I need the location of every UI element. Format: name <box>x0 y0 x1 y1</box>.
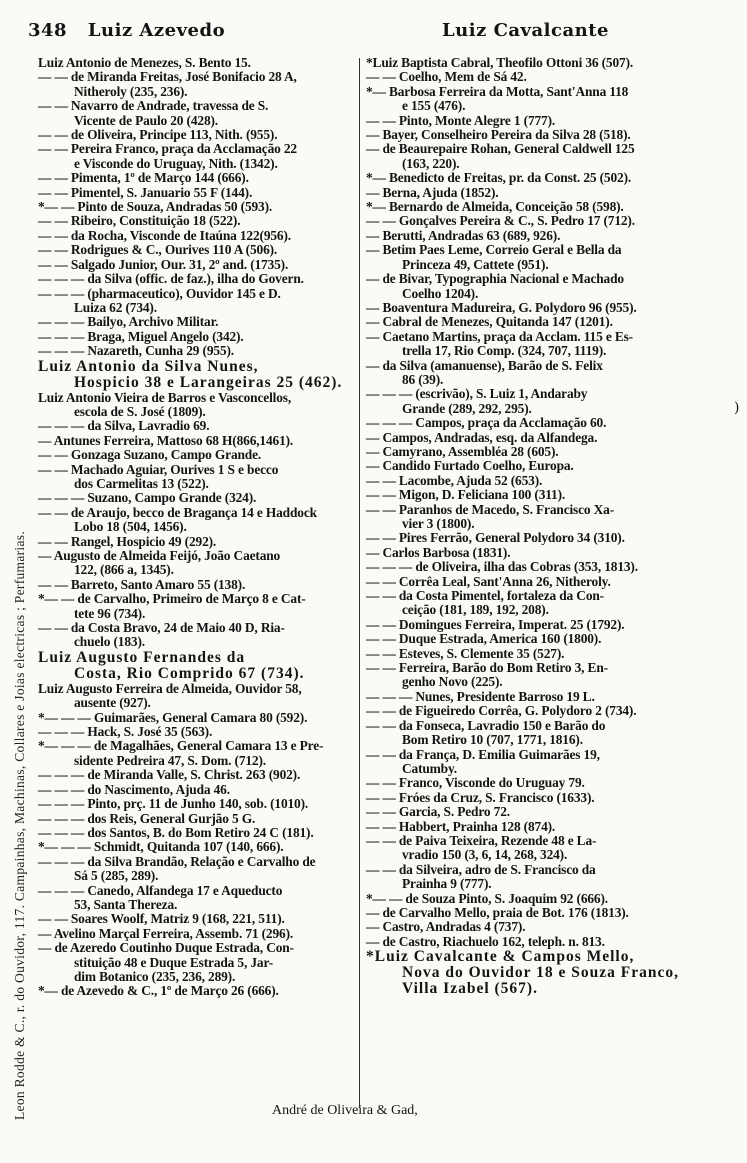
entry-line: — — Corrêa Leal, Sant'Anna 26, Nitheroly. <box>366 573 611 589</box>
directory-entry <box>366 546 728 560</box>
directory-entry <box>38 840 364 854</box>
entry-line: — Berna, Ajuda (1852). <box>366 184 499 200</box>
directory-entry <box>38 711 364 725</box>
entry-line: — — da França, D. Emilia Guimarães 19, <box>366 746 600 762</box>
entry-line: *— de Azevedo & C., 1º de Março 26 (666). <box>38 983 279 999</box>
entry-line: — — Gonçalves Pereira & C., S. Pedro 17 (712). <box>366 213 635 229</box>
directory-entry <box>38 549 364 578</box>
directory-entry <box>38 391 364 420</box>
directory-entry <box>38 142 364 171</box>
entry-continuation: escola de S. José (1809). <box>74 403 206 419</box>
entry-continuation: ceição (181, 189, 192, 208). <box>402 602 549 618</box>
directory-entry <box>38 927 364 941</box>
side-advertisement: Leon Rodde & C., r. do Ouvidor, 117. Campainhas, Machinas, Collares e Joias electricas ; Perfumarias. <box>12 530 27 1120</box>
directory-entry <box>366 791 728 805</box>
left-column <box>38 56 364 999</box>
entry-line: — — de Paiva Teixeira, Rezende 48 e La- <box>366 832 597 848</box>
entry-line: — Avelino Marçal Ferreira, Assemb. 71 (296). <box>38 925 294 941</box>
directory-entry <box>366 315 728 329</box>
entry-line: — — Barreto, Santo Amaro 55 (138). <box>38 576 246 592</box>
directory-entry <box>38 592 364 621</box>
entry-line: *— — — de Magalhães, General Camara 13 e Pre- <box>38 738 324 754</box>
directory-entry <box>38 855 364 884</box>
entry-line: — — — Hack, S. José 35 (563). <box>38 724 213 740</box>
directory-entry <box>366 661 728 690</box>
entry-line: — Castro, Andradas 4 (737). <box>366 919 526 935</box>
entry-line: — de Bivar, Typographia Nacional e Machado <box>366 271 624 287</box>
entry-line: Luiz Augusto Fernandes da <box>38 648 246 666</box>
entry-continuation: 122, (866 a, 1345). <box>74 562 174 578</box>
directory-entry <box>366 387 728 416</box>
directory-entry <box>38 243 364 257</box>
entry-continuation: Luiza 62 (734). <box>74 299 157 315</box>
footer-imprint: André de Oliveira & Gad, <box>272 1103 418 1118</box>
directory-entry <box>38 941 364 984</box>
entry-continuation: stituição 48 e Duque Estrada 5, Jar- <box>74 954 274 970</box>
entry-continuation: vier 3 (1800). <box>402 516 475 531</box>
entry-line: — — Pinto, Monte Alegre 1 (777). <box>366 112 556 128</box>
directory-entry <box>366 632 728 646</box>
directory-entry <box>366 431 728 445</box>
directory-entry <box>38 315 364 329</box>
entry-line: — — Rangel, Hospicio 49 (292). <box>38 533 217 549</box>
entry-continuation: Sá 5 (285, 289). <box>74 868 159 884</box>
entry-line: — — Ferreira, Barão do Bom Retiro 3, En- <box>366 660 608 676</box>
entry-continuation: Lobo 18 (504, 1456). <box>74 519 187 535</box>
entry-line: — — Fróes da Cruz, S. Francisco (1633). <box>366 789 595 805</box>
entry-line: — — Habbert, Prainha 128 (874). <box>366 818 556 834</box>
entry-line: — — Ribeiro, Constituição 18 (522). <box>38 213 241 229</box>
directory-entry <box>366 503 728 532</box>
directory-entry <box>38 287 364 316</box>
entry-line: — — — (pharmaceutico), Ouvidor 145 e D. <box>38 285 281 301</box>
directory-entry <box>366 906 728 920</box>
entry-line: *— — de Souza Pinto, S. Joaquim 92 (666). <box>366 890 608 906</box>
directory-entry <box>366 805 728 819</box>
directory-entry <box>366 575 728 589</box>
entry-line: Luiz Antonio de Menezes, S. Bento 15. <box>38 55 251 70</box>
entry-line: — — Salgado Junior, Our. 31, 2º and. (1735). <box>38 256 289 272</box>
entry-line: — — Migon, D. Feliciana 100 (311). <box>366 487 566 503</box>
directory-entry <box>366 949 728 997</box>
directory-entry <box>38 984 364 998</box>
directory-entry <box>38 434 364 448</box>
entry-line: — Camyrano, Assembléa 28 (605). <box>366 443 559 459</box>
directory-entry <box>366 776 728 790</box>
running-head-right: Luiz Cavalcante <box>442 20 609 41</box>
entry-continuation: vradio 150 (3, 6, 14, 268, 324). <box>402 847 568 863</box>
entry-line: — — Soares Woolf, Matriz 9 (168, 221, 511). <box>38 911 285 927</box>
directory-entry <box>366 719 728 748</box>
entry-continuation: dos Carmelitas 13 (522). <box>74 475 209 491</box>
directory-entry <box>366 128 728 142</box>
entry-continuation: Princeza 49, Cattete (951). <box>402 256 549 272</box>
entry-continuation: dim Botanico (235, 236, 289). <box>74 968 236 984</box>
directory-entry <box>38 535 364 549</box>
entry-line: — — — de Miranda Valle, S. Christ. 263 (902). <box>38 767 301 783</box>
directory-entry <box>366 229 728 243</box>
entry-line: — — — dos Santos, B. do Bom Retiro 24 C (181). <box>38 824 314 840</box>
entry-continuation: Bom Retiro 10 (707, 1771, 1816). <box>402 732 583 748</box>
directory-entry <box>366 56 728 70</box>
directory-entry <box>38 229 364 243</box>
directory-entry <box>38 768 364 782</box>
directory-entry <box>38 200 364 214</box>
entry-line: — — Paranhos de Macedo, S. Francisco Xa- <box>366 501 615 517</box>
entry-line: — — — Pinto, prç. 11 de Junho 140, sob. (1010). <box>38 796 309 812</box>
entry-continuation: e 155 (476). <box>402 98 466 114</box>
entry-line: — Antunes Ferreira, Mattoso 68 H(866,1461). <box>38 432 294 448</box>
directory-entry <box>366 416 728 430</box>
directory-entry <box>38 171 364 185</box>
directory-entry <box>366 531 728 545</box>
running-head-left <box>28 20 225 41</box>
entry-line: *— — Pinto de Souza, Andradas 50 (593). <box>38 199 273 215</box>
entry-line: — — da Costa Pimentel, fortaleza da Con- <box>366 588 604 604</box>
entry-line: — — da Fonseca, Lavradio 150 e Barão do <box>366 717 606 733</box>
directory-entry <box>366 200 728 214</box>
right-column <box>366 56 728 997</box>
entry-line: *— — — Schmidt, Quitanda 107 (140, 666). <box>38 839 284 855</box>
entry-line: Luiz Augusto Ferreira de Almeida, Ouvidor 58, <box>38 680 302 696</box>
directory-entry <box>366 618 728 632</box>
page-number: 348 <box>28 20 68 41</box>
directory-entry <box>366 820 728 834</box>
column-divider <box>359 58 360 1108</box>
entry-line: — de Azeredo Coutinho Duque Estrada, Con- <box>38 940 294 956</box>
directory-entry <box>366 704 728 718</box>
entry-line: — Candido Furtado Coelho, Europa. <box>366 458 574 474</box>
directory-entry <box>366 863 728 892</box>
directory-entry <box>38 448 364 462</box>
directory-entry <box>38 214 364 228</box>
entry-line: — — — do Nascimento, Ajuda 46. <box>38 781 230 797</box>
directory-entry <box>366 690 728 704</box>
directory-entry <box>38 797 364 811</box>
entry-line: — Carlos Barbosa (1831). <box>366 544 511 560</box>
entry-continuation: Prainha 9 (777). <box>402 876 492 892</box>
entry-line: — — Duque Estrada, America 160 (1800). <box>366 631 602 647</box>
entry-line: — — de Oliveira, Principe 113, Nith. (955). <box>38 127 278 143</box>
directory-entry <box>366 474 728 488</box>
directory-entry <box>366 85 728 114</box>
directory-entry <box>38 826 364 840</box>
directory-entry <box>38 506 364 535</box>
entry-line: — — Coelho, Mem de Sá 42. <box>366 69 527 85</box>
entry-continuation: tete 96 (734). <box>74 605 146 621</box>
directory-entry <box>366 214 728 228</box>
entry-line: — — de Araujo, becco de Bragança 14 e Haddock <box>38 504 317 520</box>
directory-entry <box>38 56 364 70</box>
left-title: Luiz Azevedo <box>87 20 226 41</box>
directory-entry <box>366 301 728 315</box>
directory-entry <box>38 258 364 272</box>
entry-line: — — Rodrigues & C., Ourives 110 A (506). <box>38 242 278 258</box>
entry-line: — — — Nunes, Presidente Barroso 19 L. <box>366 688 595 704</box>
entry-line: — Boaventura Madureira, G. Polydoro 96 (955). <box>366 299 637 315</box>
entry-line: *— Bernardo de Almeida, Conceição 58 (598). <box>366 199 624 215</box>
directory-entry <box>366 459 728 473</box>
directory-entry <box>366 142 728 171</box>
entry-continuation: Costa, Rio Comprido 67 (734). <box>74 664 305 682</box>
entry-line: — — Franco, Visconde do Uruguay 79. <box>366 775 585 791</box>
entry-line: — — de Figueiredo Corrêa, G. Polydoro 2 (734). <box>366 703 637 719</box>
entry-line: — — da Rocha, Visconde de Itaúna 122(956). <box>38 227 291 243</box>
entry-continuation: sidente Pedreira 47, S. Dom. (712). <box>74 752 266 768</box>
entry-line: — — — Canedo, Alfandega 17 e Aqueducto <box>38 882 283 898</box>
directory-entry <box>366 589 728 618</box>
entry-line: — da Silva (amanuense), Barão de S. Felix <box>366 357 603 373</box>
entry-line: *— Barbosa Ferreira da Motta, Sant'Anna 118 <box>366 83 629 99</box>
directory-entry <box>366 647 728 661</box>
entry-line: — Berutti, Andradas 63 (689, 926). <box>366 227 561 243</box>
directory-entry <box>38 359 364 391</box>
entry-continuation: Nitheroly (235, 236). <box>74 83 188 99</box>
directory-entry <box>38 682 364 711</box>
directory-entry <box>366 935 728 949</box>
entry-line: — — — Braga, Miguel Angelo (342). <box>38 328 244 344</box>
directory-entry <box>366 834 728 863</box>
entry-line: — — — da Silva Brandão, Relação e Carvalho de <box>38 853 316 869</box>
entry-line: — — Domingues Ferreira, Imperat. 25 (1792). <box>366 616 625 632</box>
directory-entry <box>38 70 364 99</box>
entry-line: — — Machado Aguiar, Ourives 1 S e becco <box>38 461 279 477</box>
margin-mark: ) <box>734 400 740 416</box>
entry-line: — — — Suzano, Campo Grande (324). <box>38 490 257 506</box>
directory-entry <box>366 243 728 272</box>
entry-line: — — da Silveira, adro de S. Francisco da <box>366 861 596 877</box>
directory-entry <box>38 739 364 768</box>
directory-entry <box>38 783 364 797</box>
directory-entry <box>366 114 728 128</box>
directory-entry <box>38 491 364 505</box>
directory-entry <box>366 488 728 502</box>
entry-line: *— Benedicto de Freitas, pr. da Const. 25 (502). <box>366 170 632 186</box>
entry-line: Luiz Antonio da Silva Nunes, <box>38 357 259 375</box>
directory-entry <box>38 650 364 682</box>
entry-continuation: Villa Izabel (567). <box>402 980 538 998</box>
entry-line: — — — da Silva, Lavradio 69. <box>38 418 210 434</box>
entry-line: — Bayer, Conselheiro Pereira da Silva 28 (518). <box>366 127 631 143</box>
entry-line: — — Lacombe, Ajuda 52 (653). <box>366 472 543 488</box>
entry-line: — — Navarro de Andrade, travessa de S. <box>38 98 269 114</box>
entry-line: — — Pimentel, S. Januario 55 F (144). <box>38 184 253 200</box>
directory-entry <box>366 330 728 359</box>
entry-line: *Luiz Cavalcante & Campos Mello, <box>366 948 635 966</box>
entry-continuation: Nova do Ouvidor 18 e Souza Franco, <box>402 964 679 982</box>
directory-entry <box>366 560 728 574</box>
entry-continuation: (163, 220). <box>402 155 460 171</box>
entry-line: — Betim Paes Leme, Correio Geral e Bella da <box>366 242 622 258</box>
entry-line: — Augusto de Almeida Feijó, João Caetano <box>38 548 281 563</box>
directory-entry <box>366 272 728 301</box>
entry-line: — — Pimenta, 1º de Março 144 (666). <box>38 170 249 186</box>
directory-entry <box>38 186 364 200</box>
entry-continuation: Catumby. <box>402 760 457 776</box>
directory-entry <box>38 330 364 344</box>
entry-continuation: 53, Santa Thereza. <box>74 896 178 912</box>
entry-continuation: Hospicio 38 e Larangeiras 25 (462). <box>74 373 343 391</box>
directory-entry <box>366 171 728 185</box>
entry-continuation: 86 (39). <box>402 371 444 387</box>
entry-continuation: trella 17, Rio Comp. (324, 707, 1119). <box>402 343 607 359</box>
directory-entry <box>38 419 364 433</box>
directory-entry <box>38 578 364 592</box>
entry-continuation: Vicente de Paulo 20 (428). <box>74 112 218 128</box>
directory-entry <box>38 725 364 739</box>
directory-entry <box>366 359 728 388</box>
directory-entry <box>366 748 728 777</box>
entry-line: — — — de Oliveira, ilha das Cobras (353, 1813). <box>366 559 638 575</box>
entry-line: — Caetano Martins, praça da Acclam. 115 e Es- <box>366 328 633 344</box>
directory-entry <box>38 884 364 913</box>
entry-line: — — — da Silva (offic. de faz.), ilha do Govern. <box>38 271 304 287</box>
entry-continuation: ausente (927). <box>74 695 151 711</box>
entry-line: — — Garcia, S. Pedro 72. <box>366 804 510 820</box>
directory-entry <box>38 344 364 358</box>
entry-line: — Cabral de Menezes, Quitanda 147 (1201). <box>366 314 613 330</box>
entry-line: — — — dos Reis, General Gurjão 5 G. <box>38 810 256 826</box>
entry-line: — — — (escrivão), S. Luiz 1, Andaraby <box>366 386 588 402</box>
directory-entry <box>38 272 364 286</box>
entry-line: — Campos, Andradas, esq. da Alfandega. <box>366 429 598 445</box>
directory-entry <box>38 621 364 650</box>
entry-line: — — de Miranda Freitas, José Bonifacio 28 A, <box>38 69 297 85</box>
entry-line: — — da Costa Bravo, 24 de Maio 40 D, Ria- <box>38 620 285 636</box>
directory-entry <box>366 920 728 934</box>
entry-line: — — — Nazareth, Cunha 29 (955). <box>38 343 234 359</box>
entry-line: — — Esteves, S. Clemente 35 (527). <box>366 645 565 661</box>
entry-continuation: Grande (289, 292, 295). <box>402 400 532 416</box>
entry-continuation: Coelho 1204). <box>402 285 479 301</box>
directory-entry <box>38 128 364 142</box>
directory-entry <box>38 812 364 826</box>
entry-line: — — Gonzaga Suzano, Campo Grande. <box>38 447 262 463</box>
directory-entry <box>366 70 728 84</box>
directory-entry <box>366 892 728 906</box>
entry-line: — de Beaurepaire Rohan, General Caldwell 125 <box>366 141 635 157</box>
directory-entry <box>366 186 728 200</box>
entry-line: *Luiz Baptista Cabral, Theofilo Ottoni 36 (507). <box>366 55 634 70</box>
directory-entry <box>38 912 364 926</box>
entry-line: — — — Campos, praça da Acclamação 60. <box>366 415 607 431</box>
directory-entry <box>38 99 364 128</box>
entry-line: — — Pereira Franco, praça da Acclamação 22 <box>38 141 297 157</box>
entry-line: — — Pires Ferrão, General Polydoro 34 (310). <box>366 530 625 546</box>
entry-continuation: e Visconde do Uruguay, Nith. (1342). <box>74 155 278 171</box>
entry-line: — — — Bailyo, Archivo Militar. <box>38 314 219 330</box>
directory-entry <box>366 445 728 459</box>
entry-line: *— — de Carvalho, Primeiro de Março 8 e Cat- <box>38 591 306 607</box>
entry-continuation: genho Novo (225). <box>402 674 503 690</box>
directory-entry <box>38 463 364 492</box>
entry-line: — de Castro, Riachuelo 162, teleph. n. 813. <box>366 933 605 949</box>
entry-line: *— — — Guimarães, General Camara 80 (592). <box>38 709 308 725</box>
entry-continuation: chuelo (183). <box>74 634 145 650</box>
entry-line: Luiz Antonio Vieira de Barros e Vasconcellos, <box>38 389 292 405</box>
entry-line: — de Carvalho Mello, praia de Bot. 176 (1813). <box>366 904 629 920</box>
